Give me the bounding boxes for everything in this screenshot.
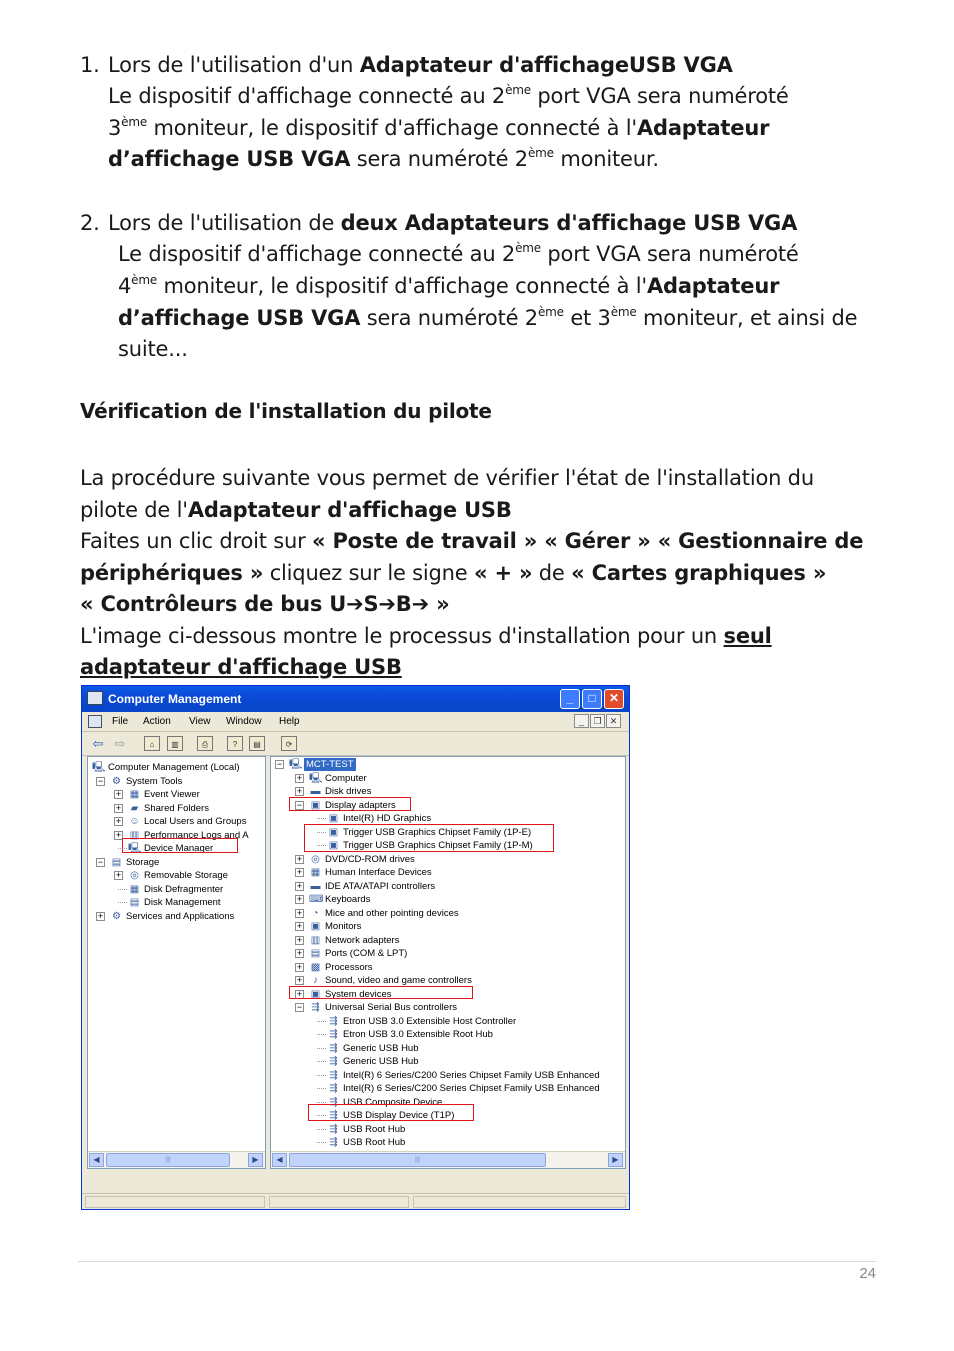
toolbar — [82, 732, 629, 756]
para-line6: L'image ci-dessous montre le processus d'installation pour un seul — [80, 624, 772, 648]
item1-line4: d’affichage USB VGA sera numéroté 2ème moniteur. — [108, 146, 659, 171]
tree-node-label: USB Root Hub — [343, 1123, 406, 1135]
network-icon: ▥ — [310, 934, 321, 946]
computer-management-icon — [87, 691, 103, 705]
para-line7: adaptateur d'affichage USB — [80, 655, 402, 679]
tree-node-label: Etron USB 3.0 Extensible Host Controller — [343, 1015, 517, 1027]
item2-line2: Le dispositif d'affichage connecté au 2ème port VGA sera numéroté — [118, 241, 799, 266]
tree-node-label: Monitors — [325, 921, 362, 932]
tree-node-label: Human Interface Devices — [325, 867, 432, 878]
menu-view[interactable]: View — [189, 716, 211, 727]
expand-icon[interactable]: + — [296, 921, 303, 931]
device-manager-icon: 🖳 — [128, 843, 142, 854]
para-line1: La procédure suivante vous permet de vérifier l'état de l'installation du — [80, 466, 814, 490]
usb-icon: ⇶ — [329, 1042, 338, 1054]
tree-node-label: System Tools — [126, 775, 183, 787]
mdi-minimize-button[interactable]: _ — [574, 714, 589, 728]
highlight-device-manager — [122, 838, 238, 853]
tree-node-label: Sound, video and game controllers — [325, 975, 472, 986]
item2-line3: 4ème moniteur, le dispositif d'affichage connecté à l'Adaptateur — [118, 273, 780, 298]
defrag-icon: ▦ — [129, 883, 140, 895]
scan-hardware-icon[interactable]: ⟳ — [281, 736, 297, 751]
up-folder-icon[interactable]: ⌂ — [144, 736, 160, 751]
expand-icon[interactable]: + — [296, 934, 303, 945]
cdrom-icon: ◎ — [311, 853, 320, 865]
tree-node-label: Etron USB 3.0 Extensible Root Hub — [343, 1029, 493, 1040]
tree-node-label: Disk drives — [325, 786, 372, 797]
tree-node-label: Disk Defragmenter — [144, 883, 224, 895]
status-cell-1 — [85, 1196, 265, 1208]
tree-node-label: Event Viewer — [144, 789, 200, 800]
item1-line1: Lors de l'utilisation d'un Adaptateur d'affichageUSB VGA — [108, 53, 733, 77]
tree-node-label: Universal Serial Bus controllers — [325, 1002, 457, 1013]
tree-node-label: Network adapters — [325, 934, 400, 946]
tree-node-label: Services and Applications — [126, 910, 235, 922]
tree-node-label: Intel(R) HD Graphics — [343, 813, 432, 824]
monitor-icon: ▣ — [310, 921, 321, 932]
tree-node-label: Performance Logs and A — [144, 829, 249, 841]
scroll-left-arrow[interactable]: ◀ — [89, 1153, 104, 1167]
device-tree-pane — [270, 756, 626, 1169]
tree-root-label: MCT-TEST — [306, 759, 354, 770]
tree-node-label: Generic USB Hub — [343, 1042, 419, 1054]
services-icon: ⚙ — [112, 910, 121, 922]
footer-divider — [78, 1261, 876, 1262]
computer-icon: 🖳 — [92, 762, 106, 773]
removable-storage-icon: ◎ — [130, 870, 139, 881]
performance-icon: ▥ — [129, 829, 140, 841]
expand-icon[interactable]: + — [115, 829, 122, 840]
tree-node-label: Local Users and Groups — [144, 816, 247, 827]
collapse-icon[interactable]: − — [97, 856, 104, 867]
highlight-trigger-usb-adapters — [304, 824, 554, 852]
scroll-thumb[interactable]: ||| — [106, 1153, 230, 1167]
tree-node-label: DVD/CD-ROM drives — [325, 853, 415, 865]
menu-bar — [82, 712, 629, 732]
tree-node-label: USB Composite Device — [343, 1096, 443, 1108]
expand-icon[interactable]: + — [296, 948, 303, 958]
processor-icon: ▩ — [310, 961, 321, 973]
tree-node-label: Display adapters — [325, 799, 396, 811]
window-title: Computer Management — [108, 692, 242, 706]
storage-icon: ▤ — [111, 856, 122, 868]
tree-connector — [317, 1061, 326, 1062]
ide-icon: ▬ — [310, 880, 321, 892]
hid-icon: ▦ — [310, 867, 321, 878]
usb-icon: ⇶ — [329, 1015, 338, 1027]
display-adapter-icon: ▣ — [328, 840, 339, 851]
para-line3: Faites un clic droit sur « Poste de travail » « Gérer » « Gestionnaire de — [80, 529, 864, 553]
tree-connector — [317, 1034, 326, 1035]
highlight-usb-display-device — [308, 1104, 474, 1121]
mouse-icon: ◔ — [312, 907, 319, 919]
sound-icon: ♪ — [313, 975, 318, 986]
tree-connector — [317, 1088, 326, 1089]
usb-icon: ⇶ — [311, 1002, 320, 1013]
page-number: 24 — [859, 1265, 876, 1282]
disk-drive-icon: ▬ — [310, 786, 321, 797]
collapse-icon[interactable]: − — [296, 1002, 303, 1012]
tree-node-label: IDE ATA/ATAPI controllers — [325, 880, 436, 892]
close-button[interactable]: ✕ — [604, 689, 624, 709]
tree-node-label: USB Display Device (T1P) — [343, 1110, 455, 1121]
window-title-bar — [82, 686, 629, 712]
computer-management-window — [81, 685, 630, 1210]
tree-node-label: Disk Management — [144, 897, 221, 908]
tree-connector — [317, 818, 326, 819]
tree-connector — [317, 1102, 326, 1103]
usb-icon: ⇶ — [329, 1096, 338, 1108]
status-cell-3 — [413, 1196, 626, 1208]
keyboard-icon: ⌨ — [309, 894, 324, 905]
para-line2: pilote de l'Adaptateur d'affichage USB — [80, 498, 512, 522]
para-line5: « Contrôleurs de bus U➔S➔B➔ » — [80, 592, 450, 616]
computer-icon: 🖳 — [309, 772, 323, 784]
tree-node-label: Trigger USB Graphics Chipset Family (1P-E) — [343, 826, 532, 838]
highlight-display-adapters — [289, 797, 411, 811]
collapse-icon[interactable]: − — [97, 775, 104, 786]
tree-node-label: System devices — [325, 988, 392, 1000]
highlight-usb-controllers — [289, 986, 473, 999]
collapse-icon[interactable]: − — [276, 759, 283, 769]
forward-arrow-icon[interactable]: ⇨ — [114, 736, 126, 751]
expand-icon[interactable]: + — [115, 802, 122, 813]
menu-help[interactable]: Help — [279, 716, 300, 727]
tree-node-label: Storage — [126, 856, 160, 868]
usb-icon: ⇶ — [329, 1123, 338, 1135]
menu-action[interactable]: Action — [143, 716, 171, 727]
tree-node-label: Removable Storage — [144, 870, 228, 881]
expand-icon[interactable]: + — [115, 789, 122, 799]
status-bar — [82, 1193, 629, 1210]
usb-icon: ⇶ — [329, 1029, 338, 1040]
para-line4: périphériques » cliquez sur le signe « + » de « Cartes graphiques » — [80, 561, 827, 585]
system-menu-icon[interactable] — [88, 715, 102, 728]
display-adapter-icon: ▣ — [328, 826, 339, 838]
mdi-restore-button[interactable]: ❐ — [590, 714, 605, 728]
computer-icon: 🖳 — [289, 759, 303, 770]
help-icon[interactable]: ? — [227, 736, 243, 751]
tree-node-label: Intel(R) 6 Series/C200 Series Chipset Family USB Enhanced — [343, 1069, 600, 1081]
tree-node-label: Intel(R) 6 Series/C200 Series Chipset Family USB Enhanced — [343, 1083, 600, 1094]
scroll-thumb[interactable]: ||| — [289, 1153, 546, 1167]
tree-node-label: Ports (COM & LPT) — [325, 948, 408, 959]
display-adapter-icon: ▣ — [328, 813, 339, 824]
tools-icon: ⚙ — [112, 775, 121, 787]
tree-connector — [118, 889, 127, 890]
usb-icon: ⇶ — [329, 1069, 338, 1081]
right-horizontal-scrollbar[interactable] — [271, 1151, 625, 1168]
console-tree-pane — [87, 756, 266, 1169]
users-icon: ☺ — [129, 816, 140, 827]
expand-icon[interactable]: + — [296, 975, 303, 985]
expand-icon[interactable]: + — [296, 961, 303, 972]
expand-icon[interactable]: + — [296, 907, 303, 918]
back-arrow-icon[interactable]: ⇦ — [92, 736, 104, 751]
mdi-close-button[interactable]: ✕ — [606, 714, 621, 728]
disk-management-icon: ▤ — [129, 897, 140, 908]
usb-icon: ⇶ — [329, 1083, 338, 1094]
item1-line3: 3ème moniteur, le dispositif d'affichage connecté à l'Adaptateur — [108, 115, 770, 140]
expand-icon[interactable]: + — [296, 880, 303, 891]
minimize-button[interactable]: _ — [560, 689, 580, 709]
item2-line5: suite... — [118, 337, 188, 361]
tree-node-label: Device Manager — [144, 843, 214, 854]
list-number-2: 2. — [80, 211, 100, 235]
expand-icon[interactable]: + — [296, 786, 303, 796]
folder-icon: ▰ — [130, 802, 139, 814]
tree-node-label: Keyboards — [325, 894, 371, 905]
maximize-button[interactable]: □ — [582, 689, 602, 709]
display-adapter-icon: ▣ — [310, 799, 321, 811]
port-icon: ▤ — [310, 948, 321, 959]
item2-line4: d’affichage USB VGA sera numéroté 2ème et 3ème moniteur, et ainsi de — [118, 305, 858, 330]
tree-node-label: Computer — [325, 772, 367, 784]
tree-node-label: Processors — [325, 961, 373, 973]
scroll-right-arrow[interactable]: ▶ — [608, 1153, 623, 1167]
section-heading: Vérification de l'installation du pilote — [80, 399, 492, 423]
item2-line1: Lors de l'utilisation de deux Adaptateurs d'affichage USB VGA — [108, 211, 798, 235]
left-horizontal-scrollbar[interactable] — [88, 1151, 265, 1168]
menu-window[interactable]: Window — [226, 716, 262, 727]
tree-connector — [317, 1075, 326, 1076]
tree-connector — [317, 1021, 326, 1022]
collapse-icon[interactable]: − — [296, 799, 303, 810]
expand-icon[interactable]: + — [115, 870, 122, 880]
tree-connector — [317, 1048, 326, 1049]
expand-icon[interactable]: + — [296, 772, 303, 783]
tree-node-label: Generic USB Hub — [343, 1056, 419, 1067]
tree-node-label: Mice and other pointing devices — [325, 907, 459, 919]
expand-icon[interactable]: + — [296, 867, 303, 877]
status-cell-2 — [269, 1196, 409, 1208]
expand-icon[interactable]: + — [296, 894, 303, 904]
scroll-right-arrow[interactable]: ▶ — [248, 1153, 263, 1167]
scroll-left-arrow[interactable]: ◀ — [272, 1153, 287, 1167]
tree-connector — [317, 1142, 326, 1143]
usb-icon: ⇶ — [329, 1110, 338, 1121]
item1-line2: Le dispositif d'affichage connecté au 2ème port VGA sera numéroté — [108, 83, 789, 108]
tree-node-label: Shared Folders — [144, 802, 209, 814]
tree-node-label: USB Root Hub — [343, 1137, 406, 1148]
tree-node-label: Computer Management (Local) — [108, 762, 240, 773]
tree-connector — [317, 1129, 326, 1130]
list-number-1: 1. — [80, 53, 100, 77]
tree-connector — [118, 902, 127, 903]
properties-icon[interactable]: ▤ — [249, 736, 265, 751]
menu-file[interactable]: File — [112, 716, 129, 727]
show-hide-tree-icon[interactable]: ▥ — [167, 736, 183, 751]
expand-icon[interactable]: + — [97, 910, 104, 921]
usb-icon: ⇶ — [329, 1137, 338, 1148]
expand-icon[interactable]: + — [115, 816, 122, 826]
system-device-icon: ▣ — [310, 988, 321, 1000]
usb-icon: ⇶ — [329, 1056, 338, 1067]
expand-icon[interactable]: + — [296, 988, 303, 999]
expand-icon[interactable]: + — [296, 853, 303, 864]
event-viewer-icon: ▦ — [129, 789, 140, 800]
tree-node-label: Trigger USB Graphics Chipset Family (1P-M) — [343, 840, 533, 851]
print-icon[interactable]: ⎙ — [197, 736, 213, 751]
